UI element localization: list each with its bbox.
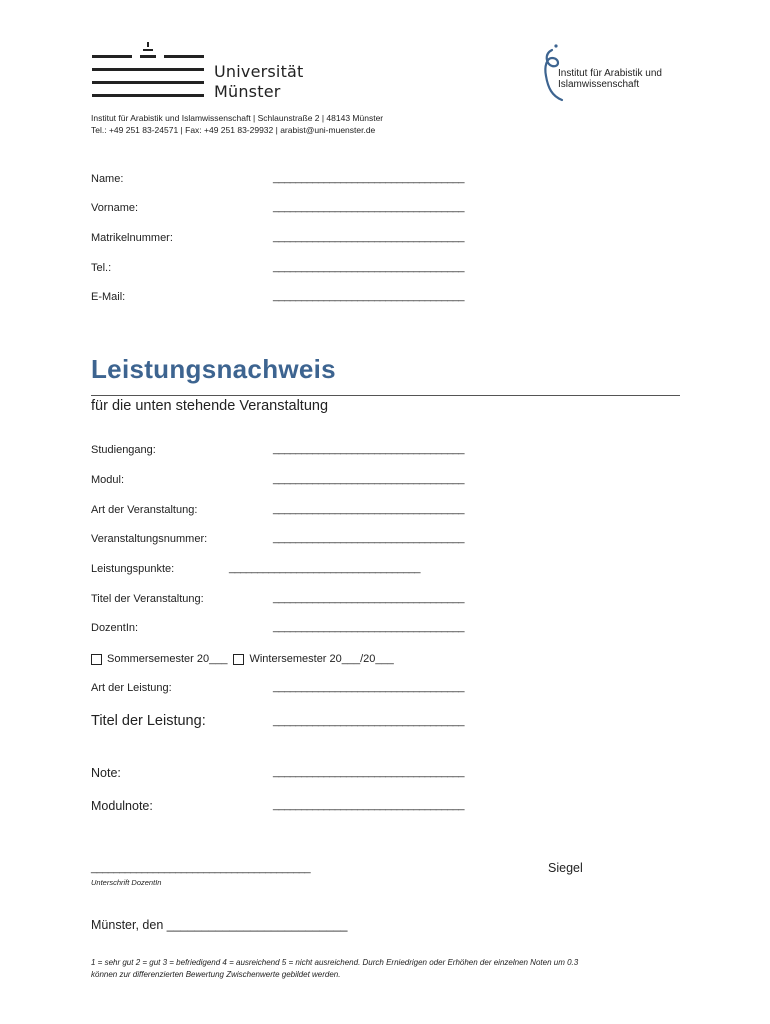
note-field[interactable]: __________________________________ [273,766,465,778]
footnote-line1: 1 = sehr gut 2 = gut 3 = befriedigend 4 = ausreichend 5 = nicht ausreichend. Durch Erniedrigen oder Erhöhen der einzelnen Noten um 0.3 [91,958,579,967]
address-line: Institut für Arabistik und Islamwissenschaft | Schlaunstraße 2 | 48143 Münster [91,113,384,123]
modulnote-field[interactable]: __________________________________ [273,799,465,811]
titel-der-leistung-field[interactable]: __________________________________ [273,715,465,727]
tel-label: Tel.: [91,262,112,274]
dozentin-label: DozentIn: [91,622,139,634]
page-title: Leistungsnachweis [91,354,336,384]
name-label: Name: [91,173,124,185]
modul-field[interactable]: __________________________________ [273,473,465,485]
vorname-label: Vorname: [91,202,139,214]
university-name-line1: Universität [214,62,304,81]
art-der-veranstaltung-field[interactable]: __________________________________ [273,503,465,515]
titel-der-veranstaltung-label: Titel der Veranstaltung: [91,593,204,605]
vorname-field[interactable]: __________________________________ [273,201,465,213]
university-name-line2: Münster [214,82,281,101]
signature-caption: Unterschrift DozentIn [91,878,162,887]
winter-semester-label: Wintersemester 20___/20___ [249,653,394,665]
page-subtitle: für die unten stehende Veranstaltung [91,398,329,414]
university-logo-mark [92,40,208,102]
matrikelnummer-field[interactable]: __________________________________ [273,231,465,243]
contact-line: Tel.: +49 251 83-24571 | Fax: +49 251 83-29932 | arabist@uni-muenster.de [91,125,376,135]
dozentin-field[interactable]: __________________________________ [273,621,465,633]
studiengang-label: Studiengang: [91,444,156,456]
footnote-line2: können zur differenzierten Bewertung Zwischenwerte gebildet werden. [91,970,341,979]
art-der-leistung-field[interactable]: __________________________________ [273,681,465,693]
title-divider [91,395,680,396]
art-der-veranstaltung-label: Art der Veranstaltung: [91,504,198,516]
date-line[interactable]: Münster, den __________________________ [91,918,348,932]
art-der-leistung-label: Art der Leistung: [91,682,172,694]
institute-logo-line2: Islamwissenschaft [558,79,640,90]
signature-field[interactable]: _______________________________________ [91,862,311,874]
leistungspunkte-label: Leistungspunkte: [91,563,175,575]
summer-semester-checkbox[interactable] [91,654,102,665]
winter-semester-checkbox[interactable] [233,654,244,665]
seal-label: Siegel [548,861,583,875]
veranstaltungsnummer-label: Veranstaltungsnummer: [91,533,208,545]
name-field[interactable]: __________________________________ [273,172,465,184]
institute-logo [538,42,708,106]
titel-der-veranstaltung-field[interactable]: __________________________________ [273,592,465,604]
modul-label: Modul: [91,474,125,486]
institute-logo-line1: Institut für Arabistik und [558,68,662,79]
summer-semester-label: Sommersemester 20___ [107,653,228,665]
studiengang-field[interactable]: __________________________________ [273,443,465,455]
email-label: E-Mail: [91,291,126,303]
veranstaltungsnummer-field[interactable]: __________________________________ [273,532,465,544]
titel-der-leistung-label: Titel der Leistung: [91,713,206,729]
semester-row [91,652,394,666]
tel-field[interactable]: __________________________________ [273,261,465,273]
leistungspunkte-field[interactable]: __________________________________ [229,562,421,574]
matrikelnummer-label: Matrikelnummer: [91,232,173,244]
modulnote-label: Modulnote: [91,799,153,813]
university-logo [92,40,332,104]
note-label: Note: [91,766,121,780]
email-field[interactable]: __________________________________ [273,290,465,302]
